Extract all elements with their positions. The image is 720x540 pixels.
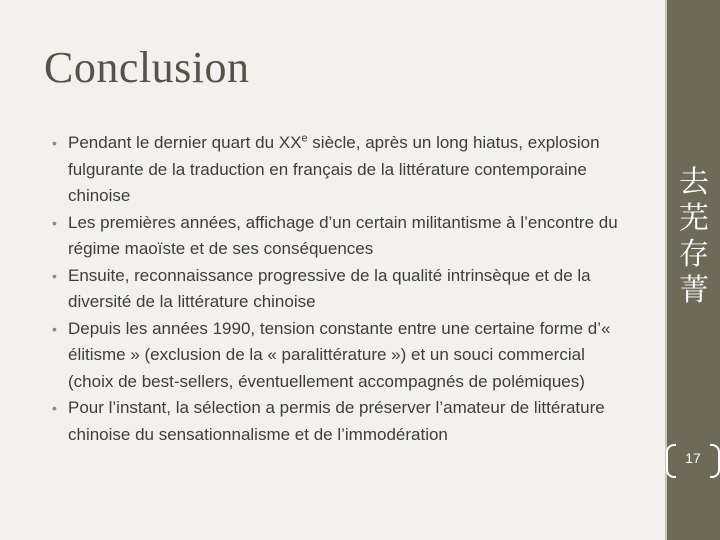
bullet-text-part: Pendant le dernier quart du XX bbox=[68, 133, 302, 152]
bullet-text: Depuis les années 1990, tension constante entre une certaine forme d’« élitisme » (exclusion de la « paralittérature ») et un souci commercial (choix de best-sellers, éventuellement accompagnés de polémiques) bbox=[68, 318, 611, 391]
bullet-marker: • bbox=[52, 400, 57, 416]
right-bracket-icon bbox=[710, 444, 720, 478]
chinese-char: 存 bbox=[679, 237, 709, 272]
vertical-chinese-title bbox=[676, 165, 712, 309]
bullet-marker: • bbox=[52, 135, 57, 151]
page-number-badge bbox=[666, 440, 720, 480]
bullet-text: Les premières années, affichage d’un certain militantisme à l’encontre du régime maoïste et de ses conséquences bbox=[68, 212, 618, 258]
bullet-item bbox=[52, 210, 632, 263]
page-number: 17 bbox=[685, 450, 701, 466]
bullet-text: Pour l’instant, la sélection a permis de préserver l’amateur de littérature chinoise du sensationnalisme et de l’immodération bbox=[68, 398, 605, 444]
chinese-char: 菁 bbox=[679, 273, 709, 308]
superscript-e: e bbox=[301, 132, 308, 145]
bullet-marker: • bbox=[52, 267, 57, 284]
bullet-item bbox=[52, 316, 632, 396]
bullet-marker: • bbox=[52, 214, 57, 231]
slide-title: Conclusion bbox=[44, 43, 250, 92]
chinese-char: 芜 bbox=[679, 201, 709, 236]
bullet-text-part: siècle, après un long hiatus, explosion fulgurante de la traduction en français de la littérature contemporaine chinoise bbox=[68, 133, 600, 205]
bullet-item bbox=[52, 130, 632, 210]
bullet-item bbox=[52, 263, 632, 316]
bullet-marker: • bbox=[52, 320, 57, 337]
bullet-text: Ensuite, reconnaissance progressive de la qualité intrinsèque et de la diversité de la littérature chinoise bbox=[68, 265, 591, 311]
chinese-char: 去 bbox=[679, 165, 709, 200]
bullet-list bbox=[52, 130, 632, 448]
bullet-item bbox=[52, 395, 632, 448]
